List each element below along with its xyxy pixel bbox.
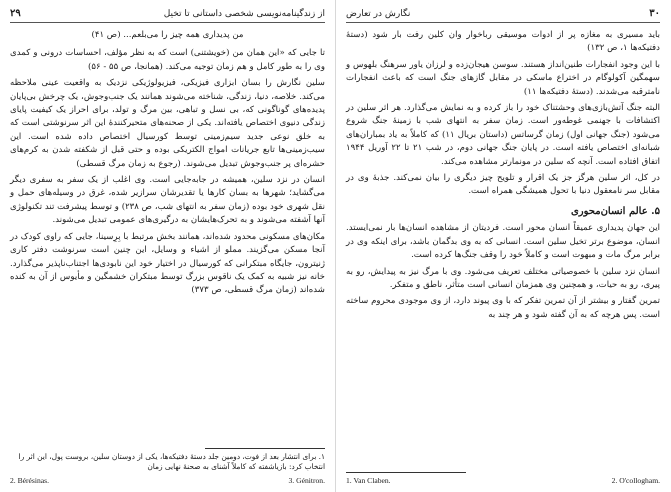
- paragraph: سلین نگارش را بسان ابزاری فیزیکی، فیزیولوژیکی نزدیک به واقعیت عینی ملاحظه می‌کند. خلاصه، دنیا، زندگی، شناخته می‌شوند همانند یک جنب‌وجوش، یک چرخش بی‌پایان پدیده‌های گوناگونی که، بی نسل و تباهی، بین مرگ و تولد، برای احراز یک کیفیت پایای زندگی دنیوی اختصاص یافته‌اند. یکی از صحنه‌های متحیرکنندهٔ این اثر سرنوشتی است که به خلق نوعی جدید سیم‌زمینی توسط کورسیال اختصاص داده شده است. این سیب‌زمینی‌ها تابع جریانات امواج الکتریکی بوده و حتی قبل از شکفته شدن به کرم‌های حشره‌ای پر جنب‌وجوش تبدیل می‌شوند. (رجوع به زمان مرگ قسطی): [10, 78, 325, 169]
- footnote-latin: 2. O'collogham.: [611, 476, 660, 485]
- paragraph: انسان نزد سلین با خصوصیاتی مختلف تعریف می‌شود. وی با مرگ نیز به پیدایش، رو به پیری، رو به حیات، و همچنین وی همزمان انسانی است متأثر، ناطق و متفکر.: [346, 266, 660, 290]
- left-page-footnotes: [10, 448, 325, 486]
- section-heading: ۵. عالم انسان‌محوری: [570, 205, 660, 217]
- right-page-footnotes: [346, 472, 660, 486]
- paragraph: مکان‌های مسکونی محدود شده‌اند، همانند بخش مرتبط با بِرِسینا، جایی که راوی کودک در آنجا مسکن می‌گزیند. مملو از اشیاء و وسایل، این چنین است سرنوشت دفتر کاری ژنیترون، جایگاه مبتکرانی که کورسیال در اختیار خود این نابودی‌ها اجتناب‌ناپذیر می‌گذارد. خانه نیز شبیه به کمک یک ناقوس بزرگ توسط مبتکران خشمگین و مأیوس از آن به کنده شده‌اند (زمان مرگ قسطی، ص ۳۷۳): [10, 231, 325, 296]
- paragraph: البته جنگ آتش‌بازی‌های وحشتناک خود را باز کرده و به نمایش می‌گذارد. هر اثر سلین در اکتشافات با جهنمی غوطه‌ور است. زمان سفر به انتهای شب با زمینهٔ جنگ شروع می‌شود (جنگ جهانی اول) زمان گرساتس (داستان بریال ۱۱) که کاملاً به یاد بمباران‌های شبانه‌ای اختصاص یافته است. در پایان جنگ جهانی دوم، در شب ۲۱ تا ۲۲ آوریل ۱۹۴۴ اتفاق افتاده است. آنچه که سلین در مونمارتر مشاهده می‌کند.: [346, 103, 660, 167]
- paragraph: تا جایی که «این همان من (خویشتنی) است که به نظر مؤلف، احساسات درونی و کمدی وی را به طور کامل و هم زمان توجیه می‌کند. (همانجا، ص ۵۵ - ۵۶): [10, 48, 325, 72]
- right-page: [335, 0, 670, 492]
- left-page-number: ۲۹: [10, 8, 21, 19]
- left-page: [0, 0, 335, 492]
- paragraph: این جهان پدیداری عمیقاً انسان محور است. فردیتان از مشاهده انسان‌ها بار نمی‌ایستد. انسان، موضوع برتر تخیل سلین است. انسانی که به وی بدگمان باشد، برای اینکه وی در برابر مرگ مات و مبهوت است و کاملاً خود را وقف جنگ‌ها کرده است.: [346, 223, 660, 261]
- paragraph: در کل، اثر سلین هرگز جز یک اقرار و تلویح چیز دیگری را بیان نمی‌کند. جذبهٔ وی در مقابل سر نامعقول دنیا با تحول همیشگی همراه است.: [346, 173, 660, 197]
- right-page-number: ۳۰: [649, 8, 660, 19]
- left-page-header: [10, 8, 325, 23]
- right-page-header: [346, 8, 660, 23]
- right-page-running-title: نگارش در تعارض: [346, 8, 411, 19]
- footnote-text: ۱. برای انتشار بعد از فوت، دومین جلد دستهٔ دفتیکه‌ها، یکی از دوستان سلین، بروست پول، این اثر را انتخاب کرد: بازیاشفته که کاملاً آشنای به صحنهٔ نهایی زمان: [18, 452, 325, 471]
- footnote-latin-row: [10, 476, 325, 486]
- right-page-body: [346, 29, 660, 322]
- footnote-latin: 3. Génitron.: [288, 476, 325, 485]
- footnote-latin-row: [346, 476, 660, 486]
- footnote-rule: [205, 448, 325, 449]
- footnote-latin: 2. Bérésinas.: [10, 476, 50, 485]
- left-page-running-title: از زندگینامه‌نویسی شخصی داستانی تا تخیل: [163, 8, 325, 19]
- paragraph: با این وجود انفجارات طنین‌انداز هستند. سوسن هیجان‌زده و لرزان یاور سرهنگ بلهوس و سهمگین آکولوگام در اختراع ماسکی در مقابل گازهای جنگ است که باعث انفجارات نامترقبه می‌شدند. (دستهٔ دفتیکه‌ها ۱۱): [346, 59, 660, 97]
- footnote-rule: [346, 472, 466, 473]
- paragraph: باید مسیری به مغازه پر از ادوات موسیقی رباخوار وان کلین رفت بار شود (دستهٔ دفتیکه‌ها ۱، ص ۱۳۲): [346, 30, 660, 54]
- epigraph: من پدیداری همه چیز را می‌بلعم... (ص ۴۱): [91, 30, 244, 40]
- paragraph: تمرین گفتار و بیشتر از آن تمرین تفکر که با وی پیوند دارد، از وی موجودی محروم ساخته است. پس هرچه که به آن گفته شود و هر چند به: [346, 296, 660, 320]
- left-page-body: [10, 29, 325, 298]
- paragraph: انسان در نزد سلین، همیشه در جابه‌جایی است. وی اغلب از یک سفر به سفری دیگر می‌گشاید؛ شهرها به بسان کارها یا تقدیرشان سرازیر شده، غرق در وسیله‌های حمل و نقل شهری خود بوده (زمان سفر به انتهای شب، ص ۲۳۸) و توسط پیشرفت تند تکنولوژی آنها آشفته می‌شوند و به تحرک‌هایشان به درگیری‌های عمومی تبدیل می‌شوند.: [10, 175, 325, 226]
- footnote-latin: 1. Van Claben.: [346, 476, 391, 485]
